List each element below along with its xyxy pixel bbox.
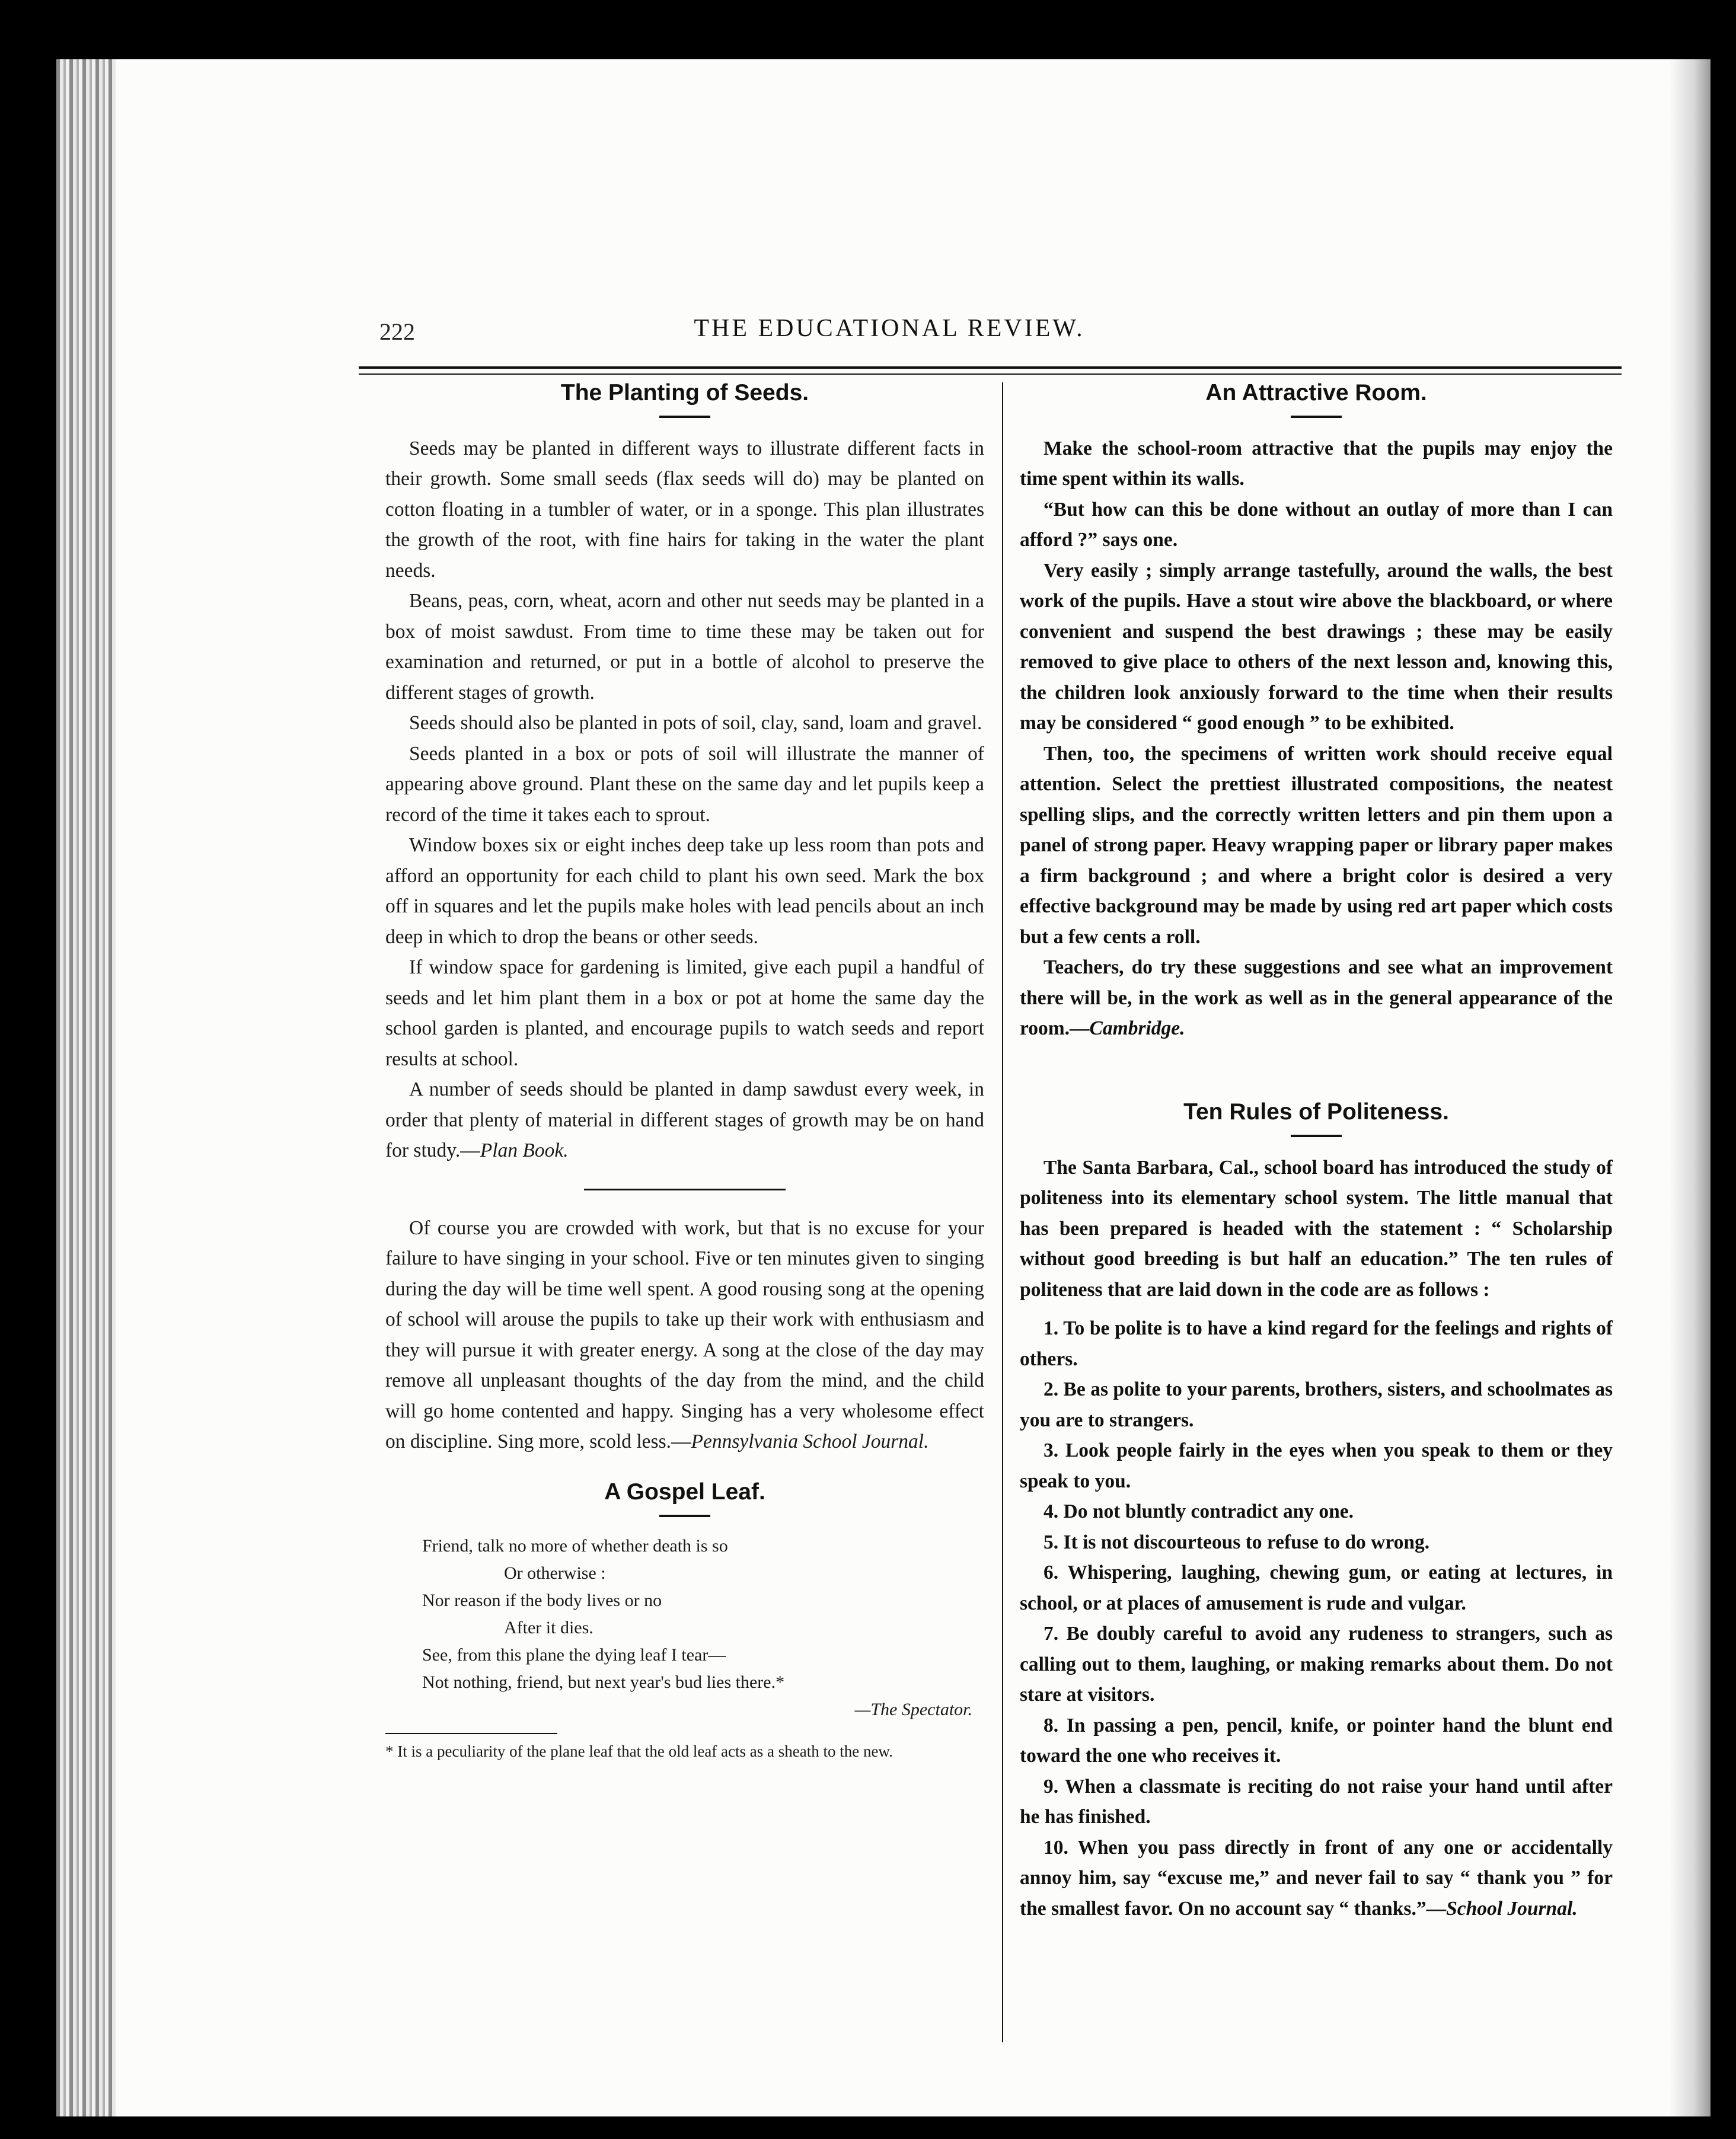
- paragraph: [385, 1074, 984, 1166]
- magazine-page: [56, 59, 1711, 2116]
- poem-line: Friend, talk no more of whether death is so: [422, 1535, 728, 1556]
- column-divider: [1002, 382, 1003, 2042]
- article-title: A Gospel Leaf.: [604, 1479, 765, 1505]
- article-title: An Attractive Room.: [1205, 380, 1427, 406]
- title-rule: [1291, 1135, 1342, 1137]
- paragraph: “But how can this be done without an outlay of more than I can afford ?” says one.: [1020, 498, 1613, 551]
- poem-line: See, from this plane the dying leaf I tear—: [422, 1645, 726, 1665]
- paragraph-text: A number of seeds should be planted in damp sawdust every week, in order that plenty of material in different stages of growth may be on hand for study.—: [385, 1078, 984, 1162]
- paragraph: Beans, peas, corn, wheat, acorn and other nut seeds may be planted in a box of moist sawdust. From time to time these may be taken out for examination and returned, or put in a bottle of alcohol to preserve the different stages of growth.: [385, 590, 984, 704]
- poem-line: Not nothing, friend, but next year's bud lies there.*: [422, 1672, 785, 1692]
- title-rule: [659, 416, 710, 418]
- rule-item: 8. In passing a pen, pencil, knife, or pointer hand the blunt end toward the one who receives it.: [1020, 1714, 1613, 1767]
- title-rule: [1291, 416, 1342, 418]
- paragraph: [385, 1213, 984, 1457]
- rule-item: 3. Look people fairly in the eyes when you speak to them or they speak to you.: [1020, 1439, 1613, 1492]
- article-title: The Planting of Seeds.: [560, 380, 809, 406]
- attribution: Pennsylvania School Journal.: [691, 1431, 929, 1453]
- paragraph: The Santa Barbara, Cal., school board has introduced the study of politeness into its elementary school system. The little manual that has been prepared is headed with the statement : “ Scholarship without good breeding is but half an education.” The ten rules of politeness that are laid down in the code are as follows :: [1020, 1156, 1613, 1301]
- footnote-rule: [385, 1733, 557, 1734]
- rule-item: 7. Be doubly careful to avoid any rudeness to strangers, such as calling out to them, laughing, or making remarks about them. Do not stare at visitors.: [1020, 1623, 1613, 1706]
- poem-line: Or otherwise :: [504, 1563, 606, 1583]
- section-separator: [584, 1189, 786, 1190]
- paragraph: Very easily ; simply arrange tastefully, around the walls, the best work of the pupils. Have a stout wire above the blackboard, or where convenient and suspend the best drawings ; these may be easily removed to give place to others of the next lesson and, knowing this, the children look anxiously forward to the time when their results may be considered “ good enough ” to be exhibited.: [1020, 559, 1613, 735]
- header-rule-thick: [359, 366, 1622, 369]
- paragraph: [1020, 952, 1613, 1044]
- paragraph: Seeds should also be planted in pots of soil, clay, sand, loam and gravel.: [409, 712, 982, 735]
- poem-line: Nor reason if the body lives or no: [422, 1590, 662, 1610]
- rule-item: 1. To be polite is to have a kind regard for the feelings and rights of others.: [1020, 1317, 1613, 1370]
- left-column: [385, 379, 984, 1763]
- paragraph: Make the school-room attractive that the pupils may enjoy the time spent within its walls.: [1020, 437, 1613, 490]
- title-rule: [659, 1515, 710, 1517]
- paragraph: Then, too, the specimens of written work should receive equal attention. Select the prettiest illustrated compositions, the neatest spelling slips, and the correctly written letters and pin them upon a panel of strong paper. Heavy wrapping paper or library paper makes a firm background ; and where a bright color is desired a very effective background may be made by using red art paper which costs but a few cents a roll.: [1020, 742, 1613, 948]
- rule-item: [1020, 1832, 1613, 1924]
- paragraph: If window space for gardening is limited, give each pupil a handful of seeds and let him plant them in a box or pot at home the same day the school garden is planted, and encourage pupils to watch seeds and report results at school.: [385, 956, 984, 1070]
- article-singing: [385, 1213, 984, 1457]
- article-gospel-leaf: [385, 1479, 984, 1763]
- paragraph: Seeds planted in a box or pots of soil will illustrate the manner of appearing above ground. Plant these on the same day and let pupils keep a record of the time it takes each to sprout.: [385, 742, 984, 826]
- rule-text: 10. When you pass directly in front of any one or accidentally annoy him, say “excuse me,” and never fail to say “ thank you ” for the smallest favor. On no account say “ thanks.”—: [1020, 1836, 1613, 1920]
- section-spacer: [1020, 1044, 1613, 1099]
- paragraph-text: Teachers, do try these suggestions and see what an improvement there will be, in the work as well as in the general appearance of the room.—: [1020, 956, 1613, 1040]
- paragraph: Window boxes six or eight inches deep take up less room than pots and afford an opportunity for each child to plant his own seed. Mark the box off in squares and let the pupils make holes with lead pencils about an inch deep in which to drop the beans or other seeds.: [385, 834, 984, 948]
- page-number: 222: [379, 318, 415, 345]
- article-ten-rules-of-politeness: [1020, 1099, 1613, 1924]
- attribution: Plan Book.: [480, 1139, 569, 1162]
- rule-item: 4. Do not bluntly contradict any one.: [1043, 1501, 1354, 1523]
- book-spine: [56, 59, 116, 2116]
- attribution: School Journal.: [1446, 1897, 1578, 1920]
- poem-line: After it dies.: [504, 1617, 593, 1637]
- right-column: [1020, 379, 1613, 1924]
- attribution: Cambridge.: [1089, 1017, 1185, 1040]
- running-head: [379, 314, 1251, 350]
- rule-item: 5. It is not discourteous to refuse to do wrong.: [1043, 1531, 1430, 1553]
- page-edge-shadow: [1669, 59, 1711, 2116]
- header-rule-thin: [359, 373, 1622, 375]
- rule-item: 9. When a classmate is reciting do not raise your hand until after he has finished.: [1020, 1775, 1613, 1828]
- paragraph: Seeds may be planted in different ways to illustrate different facts in their growth. Some small seeds (flax seeds will do) may be planted on cotton floating in a tumbler of water, or in a sponge. This plan illustrates the growth of the root, with fine hairs for taking in the water the plant needs.: [385, 437, 984, 582]
- footnote: * It is a peculiarity of the plane leaf that the old leaf acts as a sheath to the new.: [385, 1742, 893, 1760]
- article-title: Ten Rules of Politeness.: [1183, 1099, 1449, 1125]
- poem-attribution: —The Spectator.: [854, 1699, 972, 1719]
- article-planting-of-seeds: [385, 379, 984, 1166]
- article-attractive-room: [1020, 379, 1613, 1044]
- paragraph-text: Of course you are crowded with work, but that is no excuse for your failure to have singing in your school. Five or ten minutes given to singing during the day will be time well spent. A good rousing song at the opening of school will arouse the pupils to take up their work with enthusiasm and they will pursue it with greater energy. A song at the close of the day may remove all unpleasant thoughts of the day from the mind, and the child will go home contented and happy. Singing has a very wholesome effect on discipline. Sing more, scold less.—: [385, 1217, 984, 1453]
- poem: [385, 1533, 984, 1723]
- rule-item: 2. Be as polite to your parents, brothers, sisters, and schoolmates as you are to strangers.: [1020, 1378, 1613, 1431]
- rule-item: 6. Whispering, laughing, chewing gum, or eating at lectures, in school, or at places of amusement is rude and vulgar.: [1020, 1562, 1613, 1614]
- journal-title: THE EDUCATIONAL REVIEW.: [694, 315, 1085, 342]
